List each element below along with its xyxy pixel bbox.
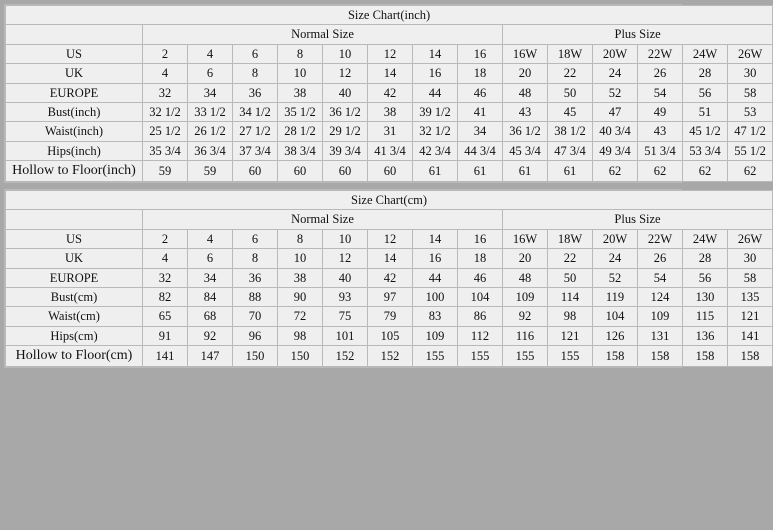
cell: 42 bbox=[368, 268, 413, 287]
cell: 34 bbox=[188, 268, 233, 287]
cell: 50 bbox=[548, 268, 593, 287]
cell: 72 bbox=[278, 307, 323, 326]
cell: 36 bbox=[233, 268, 278, 287]
cell: 56 bbox=[683, 83, 728, 102]
table-row bbox=[6, 326, 773, 345]
cell: 35 3/4 bbox=[143, 141, 188, 160]
cell: 10 bbox=[278, 64, 323, 83]
cell: 51 bbox=[683, 102, 728, 121]
corner-blank-cm bbox=[6, 210, 143, 229]
cell: 155 bbox=[548, 346, 593, 367]
cell: 45 1/2 bbox=[683, 122, 728, 141]
cell: 43 bbox=[503, 102, 548, 121]
cell: 28 1/2 bbox=[278, 122, 323, 141]
cell: 121 bbox=[548, 326, 593, 345]
cell: 40 bbox=[323, 83, 368, 102]
cell: 43 bbox=[638, 122, 683, 141]
cell: 158 bbox=[638, 346, 683, 367]
cell: 60 bbox=[278, 161, 323, 182]
cell: 38 1/2 bbox=[548, 122, 593, 141]
cell: 10 bbox=[323, 44, 368, 63]
size-chart-inch bbox=[4, 4, 766, 183]
cell: 27 1/2 bbox=[233, 122, 278, 141]
cell: 32 1/2 bbox=[143, 102, 188, 121]
cell: 119 bbox=[593, 287, 638, 306]
cell: 26 bbox=[638, 64, 683, 83]
cell: 37 3/4 bbox=[233, 141, 278, 160]
chart-title-inch: Size Chart(inch) bbox=[6, 6, 773, 25]
cell: 158 bbox=[593, 346, 638, 367]
cell: 24 bbox=[593, 249, 638, 268]
cell: 58 bbox=[728, 268, 773, 287]
cell: 26 bbox=[638, 249, 683, 268]
cell: 40 bbox=[323, 268, 368, 287]
cell: 10 bbox=[278, 249, 323, 268]
cell: 48 bbox=[503, 83, 548, 102]
cell: 10 bbox=[323, 229, 368, 248]
cell: 104 bbox=[593, 307, 638, 326]
row-label-us-cm: US bbox=[6, 229, 143, 248]
cell: 6 bbox=[188, 249, 233, 268]
row-label-hips-cm: Hips(cm) bbox=[6, 326, 143, 345]
cell: 86 bbox=[458, 307, 503, 326]
cell: 150 bbox=[233, 346, 278, 367]
cell: 14 bbox=[413, 44, 458, 63]
cell: 8 bbox=[233, 64, 278, 83]
cell: 68 bbox=[188, 307, 233, 326]
cell: 88 bbox=[233, 287, 278, 306]
table-row bbox=[6, 161, 773, 182]
cell: 8 bbox=[233, 249, 278, 268]
cell: 136 bbox=[683, 326, 728, 345]
table-row-title bbox=[6, 6, 773, 25]
cell: 18 bbox=[458, 64, 503, 83]
cell: 116 bbox=[503, 326, 548, 345]
cell: 155 bbox=[458, 346, 503, 367]
cell: 55 1/2 bbox=[728, 141, 773, 160]
table-row bbox=[6, 44, 773, 63]
cell: 155 bbox=[503, 346, 548, 367]
cell: 16W bbox=[503, 44, 548, 63]
cell: 28 bbox=[683, 64, 728, 83]
cell: 48 bbox=[503, 268, 548, 287]
cell: 141 bbox=[728, 326, 773, 345]
row-label-europe-inch: EUROPE bbox=[6, 83, 143, 102]
cell: 20W bbox=[593, 44, 638, 63]
cell: 83 bbox=[413, 307, 458, 326]
cell: 22 bbox=[548, 249, 593, 268]
cell: 124 bbox=[638, 287, 683, 306]
cell: 141 bbox=[143, 346, 188, 367]
cell: 90 bbox=[278, 287, 323, 306]
cell: 28 bbox=[683, 249, 728, 268]
cell: 109 bbox=[638, 307, 683, 326]
cell: 49 bbox=[638, 102, 683, 121]
cell: 52 bbox=[593, 268, 638, 287]
cell: 50 bbox=[548, 83, 593, 102]
cell: 33 1/2 bbox=[188, 102, 233, 121]
table-row-title bbox=[6, 191, 773, 210]
cell: 6 bbox=[233, 229, 278, 248]
cell: 30 bbox=[728, 249, 773, 268]
cell: 18 bbox=[458, 249, 503, 268]
cell: 22W bbox=[638, 229, 683, 248]
cell: 8 bbox=[278, 229, 323, 248]
table-row bbox=[6, 287, 773, 306]
cell: 62 bbox=[728, 161, 773, 182]
cell: 84 bbox=[188, 287, 233, 306]
table-row bbox=[6, 229, 773, 248]
table-row bbox=[6, 249, 773, 268]
cell: 155 bbox=[413, 346, 458, 367]
cell: 34 1/2 bbox=[233, 102, 278, 121]
cell: 32 1/2 bbox=[413, 122, 458, 141]
cell: 79 bbox=[368, 307, 413, 326]
cell: 32 bbox=[143, 268, 188, 287]
corner-blank-inch bbox=[6, 25, 143, 44]
cell: 12 bbox=[323, 64, 368, 83]
cell: 98 bbox=[548, 307, 593, 326]
cell: 36 bbox=[233, 83, 278, 102]
table-row bbox=[6, 141, 773, 160]
cell: 62 bbox=[638, 161, 683, 182]
cell: 53 bbox=[728, 102, 773, 121]
cell: 45 3/4 bbox=[503, 141, 548, 160]
cell: 16 bbox=[458, 44, 503, 63]
cell: 12 bbox=[368, 44, 413, 63]
cell: 97 bbox=[368, 287, 413, 306]
cell: 92 bbox=[188, 326, 233, 345]
group-header-plus-inch: Plus Size bbox=[503, 25, 773, 44]
cell: 18W bbox=[548, 44, 593, 63]
cell: 29 1/2 bbox=[323, 122, 368, 141]
size-chart-cm bbox=[4, 189, 763, 368]
cell: 46 bbox=[458, 83, 503, 102]
cell: 158 bbox=[728, 346, 773, 367]
cell: 60 bbox=[368, 161, 413, 182]
cell: 18W bbox=[548, 229, 593, 248]
cell: 36 1/2 bbox=[323, 102, 368, 121]
cell: 49 3/4 bbox=[593, 141, 638, 160]
cell: 135 bbox=[728, 287, 773, 306]
cell: 53 3/4 bbox=[683, 141, 728, 160]
table-row bbox=[6, 268, 773, 287]
cell: 91 bbox=[143, 326, 188, 345]
cell: 16 bbox=[458, 229, 503, 248]
cell: 109 bbox=[503, 287, 548, 306]
cell: 65 bbox=[143, 307, 188, 326]
cell: 12 bbox=[323, 249, 368, 268]
cell: 24 bbox=[593, 64, 638, 83]
cell: 61 bbox=[458, 161, 503, 182]
cell: 152 bbox=[368, 346, 413, 367]
cell: 61 bbox=[503, 161, 548, 182]
cell: 54 bbox=[638, 268, 683, 287]
cell: 16 bbox=[413, 64, 458, 83]
cell: 70 bbox=[233, 307, 278, 326]
cell: 39 3/4 bbox=[323, 141, 368, 160]
size-chart-cm-table bbox=[5, 190, 773, 367]
cell: 4 bbox=[143, 249, 188, 268]
cell: 82 bbox=[143, 287, 188, 306]
cell: 38 3/4 bbox=[278, 141, 323, 160]
cell: 56 bbox=[683, 268, 728, 287]
cell: 26 1/2 bbox=[188, 122, 233, 141]
cell: 52 bbox=[593, 83, 638, 102]
cell: 104 bbox=[458, 287, 503, 306]
cell: 126 bbox=[593, 326, 638, 345]
cell: 61 bbox=[413, 161, 458, 182]
cell: 147 bbox=[188, 346, 233, 367]
row-label-uk-inch: UK bbox=[6, 64, 143, 83]
cell: 2 bbox=[143, 44, 188, 63]
cell: 46 bbox=[458, 268, 503, 287]
cell: 34 bbox=[188, 83, 233, 102]
cell: 2 bbox=[143, 229, 188, 248]
cell: 115 bbox=[683, 307, 728, 326]
cell: 38 bbox=[278, 268, 323, 287]
cell: 47 3/4 bbox=[548, 141, 593, 160]
table-row bbox=[6, 122, 773, 141]
cell: 45 bbox=[548, 102, 593, 121]
cell: 41 3/4 bbox=[368, 141, 413, 160]
cell: 20 bbox=[503, 64, 548, 83]
row-label-us-inch: US bbox=[6, 44, 143, 63]
cell: 14 bbox=[368, 249, 413, 268]
table-row-groups bbox=[6, 210, 773, 229]
group-header-plus-cm: Plus Size bbox=[503, 210, 773, 229]
cell: 30 bbox=[728, 64, 773, 83]
cell: 47 bbox=[593, 102, 638, 121]
cell: 26W bbox=[728, 44, 773, 63]
cell: 20W bbox=[593, 229, 638, 248]
cell: 60 bbox=[233, 161, 278, 182]
cell: 24W bbox=[683, 229, 728, 248]
cell: 58 bbox=[728, 83, 773, 102]
cell: 4 bbox=[188, 44, 233, 63]
cell: 44 3/4 bbox=[458, 141, 503, 160]
table-row bbox=[6, 64, 773, 83]
cell: 62 bbox=[683, 161, 728, 182]
cell: 101 bbox=[323, 326, 368, 345]
cell: 36 3/4 bbox=[188, 141, 233, 160]
cell: 24W bbox=[683, 44, 728, 63]
cell: 38 bbox=[278, 83, 323, 102]
group-header-normal-cm: Normal Size bbox=[143, 210, 503, 229]
cell: 47 1/2 bbox=[728, 122, 773, 141]
cell: 36 1/2 bbox=[503, 122, 548, 141]
cell: 131 bbox=[638, 326, 683, 345]
cell: 32 bbox=[143, 83, 188, 102]
cell: 34 bbox=[458, 122, 503, 141]
cell: 121 bbox=[728, 307, 773, 326]
cell: 12 bbox=[368, 229, 413, 248]
cell: 6 bbox=[188, 64, 233, 83]
table-row bbox=[6, 83, 773, 102]
cell: 109 bbox=[413, 326, 458, 345]
cell: 96 bbox=[233, 326, 278, 345]
cell: 130 bbox=[683, 287, 728, 306]
cell: 150 bbox=[278, 346, 323, 367]
cell: 51 3/4 bbox=[638, 141, 683, 160]
cell: 152 bbox=[323, 346, 368, 367]
cell: 92 bbox=[503, 307, 548, 326]
cell: 59 bbox=[188, 161, 233, 182]
cell: 39 1/2 bbox=[413, 102, 458, 121]
row-label-waist-inch: Waist(inch) bbox=[6, 122, 143, 141]
cell: 40 3/4 bbox=[593, 122, 638, 141]
row-label-waist-cm: Waist(cm) bbox=[6, 307, 143, 326]
cell: 6 bbox=[233, 44, 278, 63]
cell: 4 bbox=[143, 64, 188, 83]
cell: 22 bbox=[548, 64, 593, 83]
cell: 112 bbox=[458, 326, 503, 345]
row-label-hollow-to-floor-inch: Hollow to Floor(inch) bbox=[6, 161, 143, 182]
cell: 59 bbox=[143, 161, 188, 182]
cell: 105 bbox=[368, 326, 413, 345]
cell: 35 1/2 bbox=[278, 102, 323, 121]
cell: 42 bbox=[368, 83, 413, 102]
row-label-hips-inch: Hips(inch) bbox=[6, 141, 143, 160]
table-row-groups bbox=[6, 25, 773, 44]
cell: 158 bbox=[683, 346, 728, 367]
cell: 93 bbox=[323, 287, 368, 306]
row-label-bust-cm: Bust(cm) bbox=[6, 287, 143, 306]
cell: 42 3/4 bbox=[413, 141, 458, 160]
table-row bbox=[6, 102, 773, 121]
cell: 100 bbox=[413, 287, 458, 306]
cell: 61 bbox=[548, 161, 593, 182]
row-label-uk-cm: UK bbox=[6, 249, 143, 268]
row-label-hollow-to-floor-cm: Hollow to Floor(cm) bbox=[6, 346, 143, 367]
cell: 54 bbox=[638, 83, 683, 102]
row-label-europe-cm: EUROPE bbox=[6, 268, 143, 287]
cell: 16W bbox=[503, 229, 548, 248]
cell: 114 bbox=[548, 287, 593, 306]
cell: 98 bbox=[278, 326, 323, 345]
group-header-normal-inch: Normal Size bbox=[143, 25, 503, 44]
cell: 14 bbox=[368, 64, 413, 83]
chart-title-cm: Size Chart(cm) bbox=[6, 191, 773, 210]
cell: 8 bbox=[278, 44, 323, 63]
cell: 75 bbox=[323, 307, 368, 326]
cell: 44 bbox=[413, 83, 458, 102]
table-row bbox=[6, 346, 773, 367]
cell: 62 bbox=[593, 161, 638, 182]
cell: 16 bbox=[413, 249, 458, 268]
cell: 44 bbox=[413, 268, 458, 287]
cell: 26W bbox=[728, 229, 773, 248]
cell: 22W bbox=[638, 44, 683, 63]
cell: 4 bbox=[188, 229, 233, 248]
cell: 20 bbox=[503, 249, 548, 268]
cell: 31 bbox=[368, 122, 413, 141]
cell: 60 bbox=[323, 161, 368, 182]
size-chart-inch-table bbox=[5, 5, 773, 182]
cell: 38 bbox=[368, 102, 413, 121]
cell: 25 1/2 bbox=[143, 122, 188, 141]
cell: 41 bbox=[458, 102, 503, 121]
row-label-bust-inch: Bust(inch) bbox=[6, 102, 143, 121]
table-row bbox=[6, 307, 773, 326]
cell: 14 bbox=[413, 229, 458, 248]
